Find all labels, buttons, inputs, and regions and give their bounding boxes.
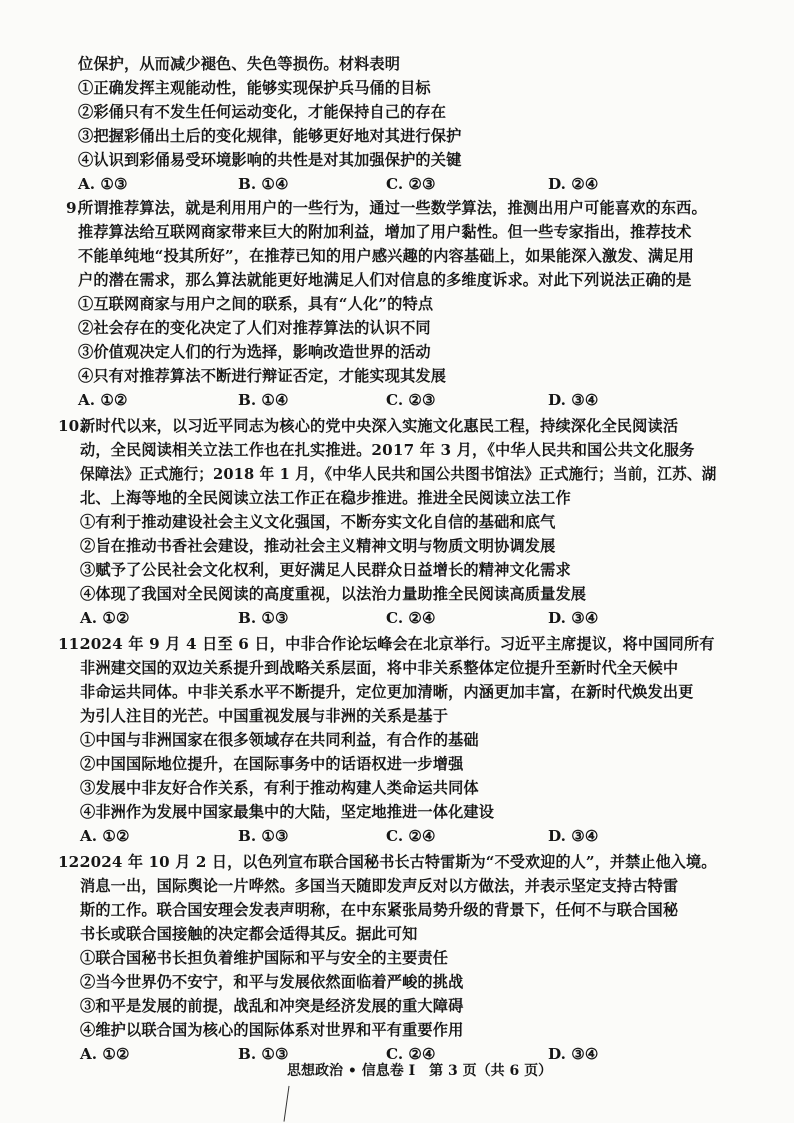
option-d: D. ③④: [548, 1045, 599, 1063]
option-a: A. ①②: [80, 609, 130, 627]
stem-line: 2024 年 10 月 2 日，以色列宣布联合国秘书长古特雷斯为“不受欢迎的人”，并禁止他入境。: [80, 853, 717, 871]
option-b: B. ①③: [238, 827, 289, 845]
stem-line: 书长或联合国接触的决定都会适得其反。据此可知: [80, 925, 418, 943]
choice-4: ④认识到彩俑易受环境影响的共性是对其加强保护的关键: [78, 151, 462, 169]
option-a: A. ①③: [78, 175, 128, 193]
footer-subject: 思想政治 • 信息卷 Ⅰ: [287, 1063, 416, 1079]
stem-line: 非命运共同体。中非关系水平不断提升，定位更加清晰，内涵更加丰富，在新时代焕发出更: [80, 683, 694, 701]
option-d: D. ③④: [548, 391, 599, 409]
option-b: B. ①③: [238, 609, 289, 627]
option-a: A. ①②: [78, 391, 128, 409]
stem-line: 推荐算法给互联网商家带来巨大的附加利益，增加了用户黏性。但一些专家指出，推荐技术: [78, 223, 692, 241]
option-c: C. ②④: [386, 827, 436, 845]
stem-line: 户的潜在需求，那么算法就能更好地满足人们对信息的多维度诉求。对此下列说法正确的是: [78, 271, 692, 289]
stem-line: 新时代以来，以习近平同志为核心的党中央深入实施文化惠民工程，持续深化全民阅读活: [80, 417, 679, 435]
choice-1: ①联合国秘书长担负着维护国际和平与安全的主要责任: [80, 949, 449, 967]
choice-2: ②当今世界仍不安宁，和平与发展依然面临着严峻的挑战: [80, 973, 464, 991]
question-number: 9.: [66, 199, 82, 217]
choice-1: ①互联网商家与用户之间的联系，具有“人化”的特点: [78, 295, 434, 313]
stem-line: 保障法》正式施行；2018 年 1 月，《中华人民共和国公共图书馆法》正式施行；当前，江苏、湖: [80, 465, 717, 483]
option-c: C. ②③: [386, 175, 436, 193]
stem-line: 为引人注目的光芒。中国重视发展与非洲的关系是基于: [80, 707, 449, 725]
stem-line: 消息一出，国际舆论一片哗然。多国当天随即发声反对以方做法，并表示坚定支持古特雷: [80, 877, 679, 895]
stem-line: 2024 年 9 月 4 日至 6 日，中非合作论坛峰会在北京举行。习近平主席提议，将中国同所有: [80, 635, 715, 653]
option-d: D. ③④: [548, 609, 599, 627]
stem-line: 所谓推荐算法，就是利用用户的一些行为，通过一些数学算法，推测出用户可能喜欢的东西。: [78, 199, 707, 217]
pen-stroke-mark: [284, 1086, 293, 1122]
option-c: C. ②④: [386, 1045, 436, 1063]
option-d: D. ③④: [548, 827, 599, 845]
stem-line: 动，全民阅读相关立法工作也在扎实推进。2017 年 3 月，《中华人民共和国公共文化服务: [80, 441, 695, 459]
option-c: C. ②④: [386, 609, 436, 627]
stem-line: 不能单纯地“投其所好”，在推荐已知的用户感兴趣的内容基础上，如果能深入激发、满足用: [78, 247, 694, 265]
option-a: A. ①②: [80, 1045, 130, 1063]
choice-3: ③发展中非友好合作关系，有利于推动构建人类命运共同体: [80, 779, 479, 797]
choice-2: ②彩俑只有不发生任何运动变化，才能保持自己的存在: [78, 103, 447, 121]
choice-1: ①有利于推动建设社会主义文化强国，不断夯实文化自信的基础和底气: [80, 513, 556, 531]
option-d: D. ②④: [548, 175, 599, 193]
choice-3: ③把握彩俑出土后的变化规律，能够更好地对其进行保护: [78, 127, 462, 145]
choice-4: ④体现了我国对全民阅读的高度重视，以法治力量助推全民阅读高质量发展: [80, 585, 587, 603]
choice-4: ④非洲作为发展中国家最集中的大陆，坚定地推进一体化建设: [80, 803, 495, 821]
choice-4: ④维护以联合国为核心的国际体系对世界和平有重要作用: [80, 1021, 464, 1039]
choice-1: ①正确发挥主观能动性，能够实现保护兵马俑的目标: [78, 79, 431, 97]
option-b: B. ①③: [238, 1045, 289, 1063]
choice-1: ①中国与非洲国家在很多领域存在共同利益，有合作的基础: [80, 731, 479, 749]
footer-page-number: 第 3 页（共 6 页）: [429, 1063, 553, 1079]
choice-2: ②旨在推动书香社会建设，推动社会主义精神文明与物质文明协调发展: [80, 537, 556, 555]
option-b: B. ①④: [238, 391, 289, 409]
stem-line: 位保护，从而减少褪色、失色等损伤。材料表明: [78, 55, 401, 73]
stem-line: 非洲建交国的双边关系提升到战略关系层面，将中非关系整体定位提升至新时代全天候中: [80, 659, 679, 677]
stem-line: 北、上海等地的全民阅读立法工作正在稳步推进。推进全民阅读立法工作: [80, 489, 571, 507]
choice-2: ②中国国际地位提升，在国际事务中的话语权进一步增强: [80, 755, 464, 773]
choice-3: ③价值观决定人们的行为选择，影响改造世界的活动: [78, 343, 431, 361]
page-footer: [287, 1060, 552, 1082]
stem-line: 斯的工作。联合国安理会发表声明称，在中东紧张局势升级的背景下，任何不与联合国秘: [80, 901, 679, 919]
option-b: B. ①④: [238, 175, 289, 193]
choice-2: ②社会存在的变化决定了人们对推荐算法的认识不同: [78, 319, 431, 337]
question-number: 11.: [58, 635, 85, 653]
question-number: 12.: [58, 853, 85, 871]
option-a: A. ①②: [80, 827, 130, 845]
choice-3: ③和平是发展的前提，战乱和冲突是经济发展的重大障碍: [80, 997, 464, 1015]
choice-3: ③赋予了公民社会文化权利，更好满足人民群众日益增长的精神文化需求: [80, 561, 571, 579]
choice-4: ④只有对推荐算法不断进行辩证否定，才能实现其发展: [78, 367, 447, 385]
question-number: 10.: [58, 417, 85, 435]
option-c: C. ②③: [386, 391, 436, 409]
